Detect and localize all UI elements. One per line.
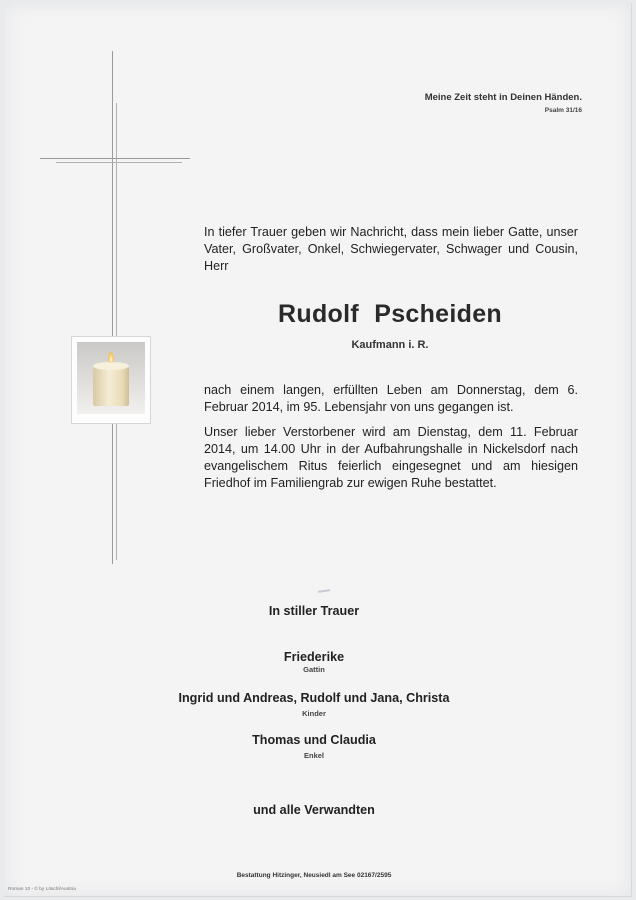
template-footnote: Roman 10 - © by Löschl/Austria — [8, 887, 76, 892]
mourner-relation: Enkel — [303, 751, 324, 760]
mourner-names: Thomas und Claudia — [252, 733, 376, 747]
mourner-relation: Kinder — [302, 709, 326, 718]
motto-quote: Meine Zeit steht in Deinen Händen. — [424, 92, 582, 103]
mourner-names: Friederike — [283, 650, 345, 664]
cross-bar — [40, 158, 190, 159]
cross-icon-inner — [116, 103, 117, 560]
funeral-home-footer: Bestattung Hitzinger, Neusiedl am See 02167/2595 — [236, 872, 392, 879]
candle-body — [93, 366, 129, 406]
closing-line: und alle Verwandten — [253, 803, 375, 817]
candle-picture — [71, 336, 151, 424]
deceased-name: Rudolf Pscheiden — [278, 300, 502, 328]
mourner-names: Ingrid und Andreas, Rudolf und Jana, Christa — [178, 691, 450, 705]
mourning-heading: In stiller Trauer — [268, 604, 360, 618]
motto-reference: Psalm 31/16 — [544, 107, 582, 114]
flame-icon — [108, 352, 114, 363]
candle-top — [93, 362, 129, 370]
passing-paragraph: nach einem langen, erfüllten Leben am Donnerstag, dem 6. Februar 2014, im 95. Lebensjahr von uns gegangen ist. — [204, 383, 578, 414]
candle-icon — [77, 342, 145, 414]
deceased-occupation: Kaufmann i. R. — [351, 339, 429, 351]
motto — [425, 92, 582, 114]
mourner-relation: Gattin — [303, 665, 325, 674]
funeral-paragraph: Unser lieber Verstorbener wird am Dienstag, dem 11. Februar 2014, um 14.00 Uhr in der Aufbahrungshalle in Nickelsdorf nach evangelischem Ritus feierlich eingesegnet und am hiesigen Friedhof im Familiengrab zur ewigen Ruhe bestattet. — [204, 425, 578, 490]
cross-bar-inner — [56, 162, 182, 163]
cross-icon — [112, 51, 113, 564]
intro-text: In tiefer Trauer geben wir Nachricht, dass mein lieber Gatte, unser Vater, Großvater, Onkel, Schwiegervater, Schwager und Cousin, Herr — [204, 225, 578, 273]
